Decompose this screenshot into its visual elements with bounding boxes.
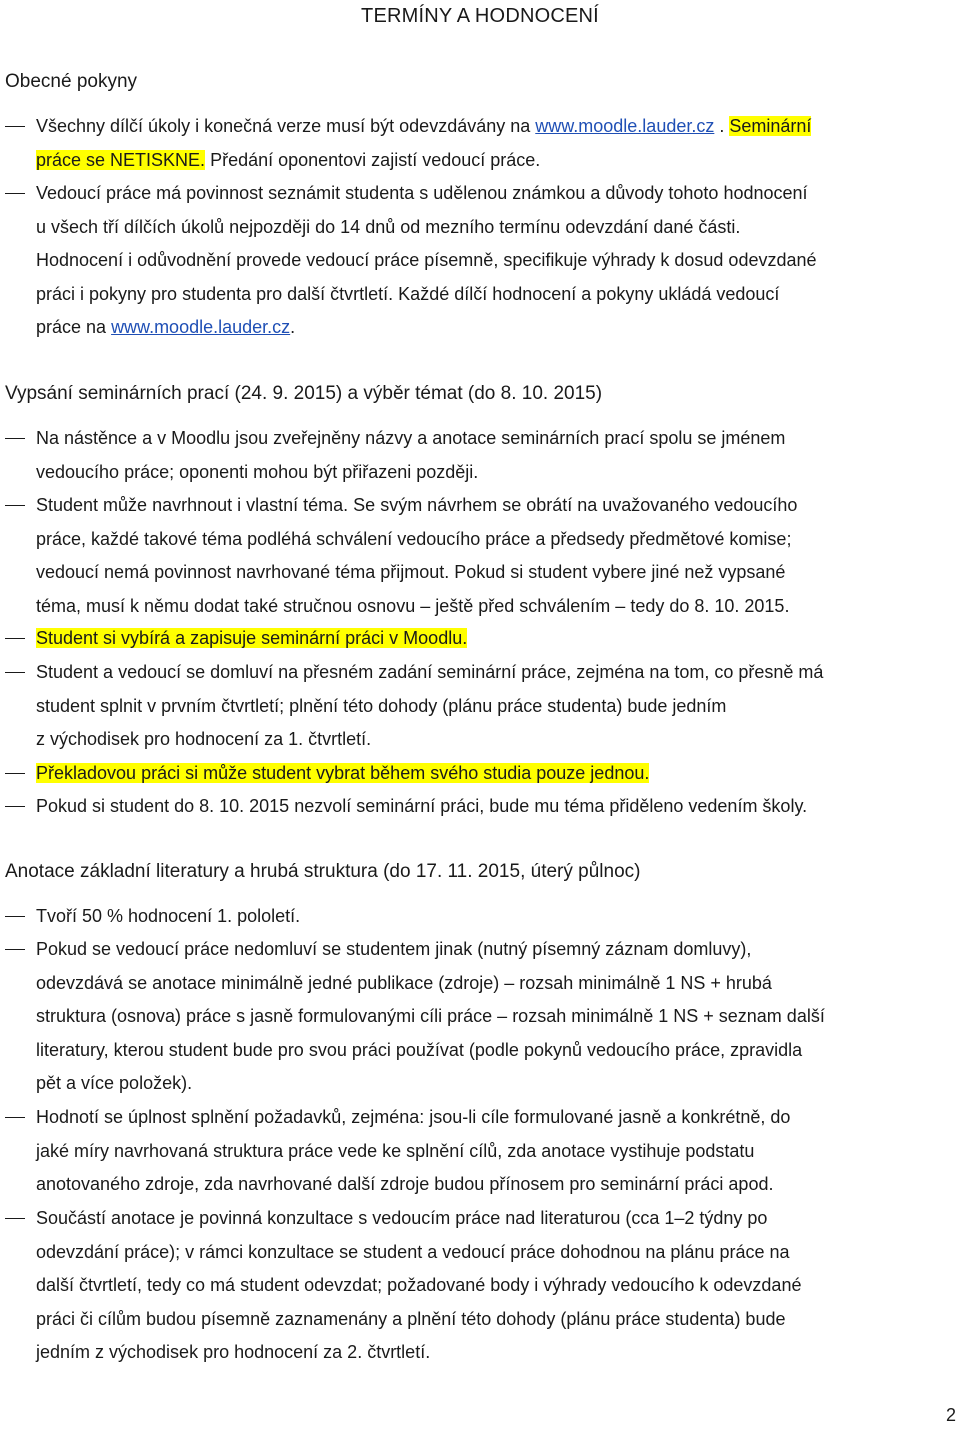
text-line [36, 757, 960, 791]
text-line [36, 656, 960, 690]
dash-bullet-icon [5, 773, 25, 774]
text-run: Student může navrhnout i vlastní téma. Se svým návrhem se obrátí na uvažovaného vedoucího [36, 495, 798, 515]
highlighted-text: práce se NETISKNE. [36, 149, 206, 170]
text-line [36, 1336, 960, 1370]
text-line [36, 456, 960, 490]
text-run: vedoucí nemá povinnost navrhované téma přijmout. Pokud si student vybere jiné než vypsané [36, 562, 786, 582]
dash-bullet-icon [5, 638, 25, 639]
text-run: Pokud se vedoucí práce nedomluví se studentem jinak (nutný písemný záznam domluvy), [36, 939, 752, 959]
list-item-text [36, 110, 960, 177]
text-run: práci či cílům budou písemně zaznamenány a plnění této dohody (plánu práce studenta) bude [36, 1308, 786, 1329]
text-run: Tvoří 50 % hodnocení 1. pololetí. [36, 906, 301, 926]
text-run: student splnit v prvním čtvrtletí; plnění této dohody (plánu práce studenta) bude jedním [36, 695, 727, 716]
list-item-text [36, 933, 960, 1101]
text-run: Pokud si student do 8. 10. 2015 nezvolí seminární práci, bude mu téma přiděleno vedením školy. [36, 796, 808, 816]
list-item-text [36, 757, 960, 791]
dash-bullet-icon [5, 806, 25, 807]
text-run: Předání oponentovi zajistí vedoucí práce. [205, 149, 541, 170]
section-heading: Vypsání seminárních prací (24. 9. 2015) a výběr témat (do 8. 10. 2015) [5, 383, 603, 404]
dash-bullet-icon [5, 505, 25, 506]
text-line [36, 556, 960, 590]
text-line [36, 967, 960, 1001]
list-item-text [36, 177, 960, 345]
text-line [36, 1135, 960, 1169]
text-line [36, 622, 960, 656]
text-run: . [714, 116, 730, 136]
text-line [36, 489, 960, 523]
text-line [36, 1101, 960, 1135]
text-run: Na nástěnce a v Moodlu jsou zveřejněny názvy a anotace seminárních prací spolu se jménem [36, 428, 786, 448]
dash-bullet-icon [5, 438, 25, 439]
text-run: Hodnocení i odůvodnění provede vedoucí práce písemně, specifikuje výhrady k dosud odevzdané [36, 250, 817, 270]
text-run: práce na [36, 317, 112, 337]
text-line [36, 244, 960, 278]
highlighted-text: Student si vybírá a zapisuje seminární práci v Moodlu. [36, 628, 468, 648]
text-line [36, 1269, 960, 1303]
highlighted-text: Seminární [729, 116, 812, 136]
list-item-text [36, 1101, 960, 1202]
moodle-link[interactable]: www.moodle.lauder.cz [535, 116, 715, 136]
list-item-text [36, 1202, 960, 1370]
text-line [36, 1303, 960, 1337]
text-line [36, 211, 960, 245]
dash-bullet-icon [5, 193, 25, 194]
list-item-text [36, 656, 960, 757]
text-run: Součástí anotace je povinná konzultace s vedoucím práce nad literaturou (cca 1–2 týdny po [36, 1208, 768, 1228]
dash-bullet-icon [5, 1218, 25, 1219]
text-run: Vedoucí práce má povinnost seznámit studenta s udělenou známkou a důvody tohoto hodnocení [36, 183, 808, 203]
text-run: anotovaného zdroje, zda navrhované další zdroje budou přínosem pro seminární práci apod. [36, 1174, 774, 1194]
text-line [36, 311, 960, 345]
moodle-link[interactable]: www.moodle.lauder.cz [111, 317, 291, 337]
text-line [36, 933, 960, 967]
highlighted-text: Překladovou práci si může student vybrat během svého studia pouze jednou. [36, 763, 650, 783]
section-heading: Obecné pokyny [5, 71, 138, 92]
dash-bullet-icon [5, 949, 25, 950]
text-line [36, 900, 960, 934]
text-run: z východisek pro hodnocení za 1. čtvrtletí. [36, 729, 372, 749]
text-run: Student a vedoucí se domluví na přesném zadání seminární práce, zejména na tom, co přesně má [36, 662, 824, 682]
list-item-text [36, 622, 960, 656]
text-run: Všechny dílčí úkoly i konečná verze musí být odevzdávány na [36, 116, 536, 136]
text-run: práce, každé takové téma podléhá schválení vedoucího práce a předsedy předmětové komise; [36, 528, 792, 549]
text-run: jaké míry navrhovaná struktura práce vede ke splnění cílů, zda anotace vystihuje podstatu [36, 1140, 755, 1161]
text-run: vedoucího práce; oponenti mohou být přiřazeni později. [36, 461, 479, 482]
text-run: u všech tří dílčích úkolů nejpozději do 14 dnů od mezního termínu odevzdání dané části. [36, 216, 741, 237]
text-line [36, 723, 960, 757]
dash-bullet-icon [5, 1117, 25, 1118]
text-run: jedním z východisek pro hodnocení za 2. čtvrtletí. [36, 1342, 431, 1362]
text-run: . [290, 317, 296, 337]
text-run: práci i pokyny pro studenta pro další čtvrtletí. Každé dílčí hodnocení a pokyny ukládá vedoucí [36, 283, 780, 304]
text-run: Hodnotí se úplnost splnění požadavků, zejména: jsou-li cíle formulované jasně a konkrétně, do [36, 1107, 791, 1127]
text-line [36, 1236, 960, 1270]
page-number: 2 [945, 1405, 956, 1425]
text-line [36, 1000, 960, 1034]
dash-bullet-icon [5, 672, 25, 673]
dash-bullet-icon [5, 916, 25, 917]
dash-bullet-icon [5, 126, 25, 127]
text-run: pět a více položek). [36, 1073, 193, 1093]
text-run: odevzdání práce); v rámci konzultace se student a vedoucí práce dohodnou na plánu práce na [36, 1241, 790, 1262]
section-heading: Anotace základní literatury a hrubá struktura (do 17. 11. 2015, úterý půlnoc) [5, 861, 641, 882]
text-line [36, 1067, 960, 1101]
text-line [36, 590, 960, 624]
text-line [36, 1202, 960, 1236]
text-run: další čtvrtletí, tedy co má student odevzdat; požadované body i výhrady vedoucího k odevzdané [36, 1275, 802, 1295]
text-line [36, 523, 960, 557]
text-run: téma, musí k němu dodat také stručnou osnovu – ještě před schválením – tedy do 8. 10. 2015. [36, 595, 790, 616]
list-item-text [36, 489, 960, 623]
list-item-text [36, 422, 960, 489]
text-line [36, 1168, 960, 1202]
page-title: TERMÍNY A HODNOCENÍ [361, 5, 599, 27]
text-line [36, 177, 960, 211]
text-line [36, 690, 960, 724]
text-run: odevzdává se anotace minimálně jedné publikace (zdroje) – rozsah minimálně 1 NS + hrubá [36, 972, 772, 993]
text-line [36, 278, 960, 312]
list-item-text [36, 790, 960, 824]
text-line [36, 422, 960, 456]
text-line [36, 144, 960, 178]
text-line [36, 1034, 960, 1068]
text-line [36, 790, 960, 824]
list-item-text [36, 900, 960, 934]
text-run: struktura (osnova) práce s jasně formulovanými cíli práce – rozsah minimálně 1 NS + seznam další [36, 1006, 825, 1026]
text-line [36, 110, 960, 144]
text-run: literatury, kterou student bude pro svou práci používat (podle pokynů vedoucího práce, zpravidla [36, 1039, 803, 1060]
